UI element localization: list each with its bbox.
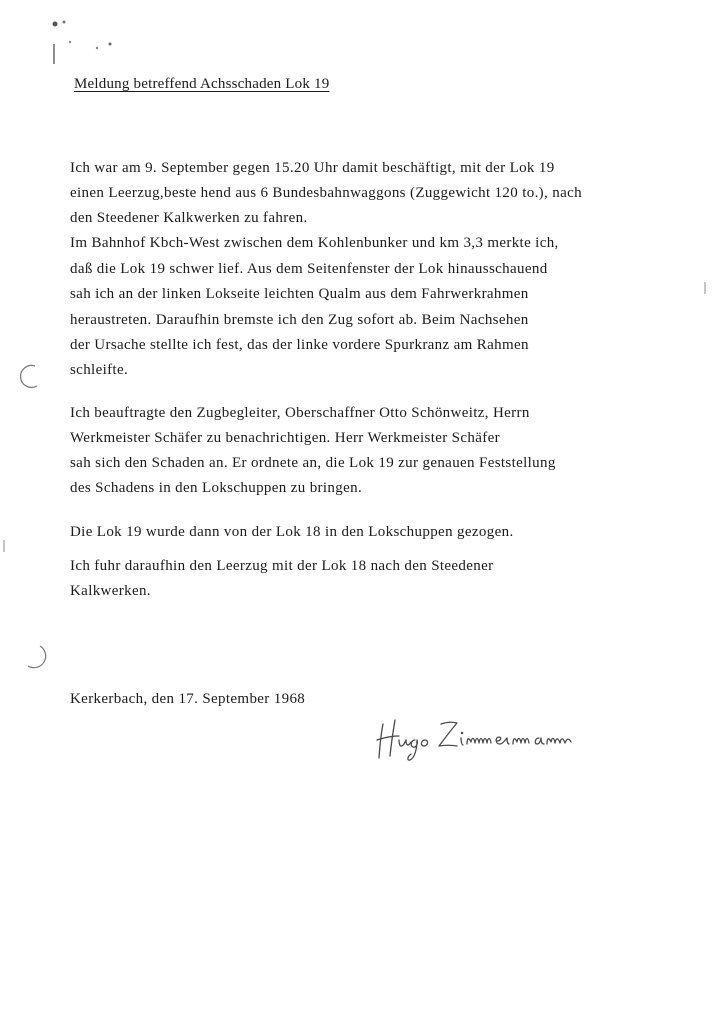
handwritten-signature bbox=[375, 712, 605, 772]
punch-hole-mark-lower bbox=[18, 642, 48, 672]
text-line: Ich beauftragte den Zugbegleiter, Oberschaffner Otto Schönweitz, Herrn bbox=[70, 405, 530, 421]
place-date: Kerkerbach, den 17. September 1968 bbox=[70, 691, 306, 707]
text-line: schleifte. bbox=[70, 362, 129, 378]
text-line: einen Leerzug,beste hend aus 6 Bundesbahnwaggons (Zuggewicht 120 to.), nach bbox=[70, 185, 582, 201]
text-line: den Steedener Kalkwerken zu fahren. bbox=[70, 210, 308, 226]
text-line: Im Bahnhof Kbch-West zwischen dem Kohlenbunker und km 3,3 merkte ich, bbox=[70, 235, 559, 251]
text-line: Ich fuhr daraufhin den Leerzug mit der Lok 18 nach den Steedener bbox=[70, 558, 494, 574]
text-line: sah ich an der linken Lokseite leichten Qualm aus dem Fahrwerkrahmen bbox=[70, 286, 529, 302]
text-line: Werkmeister Schäfer zu benachrichtigen. Herr Werkmeister Schäfer bbox=[70, 430, 500, 446]
margin-tick-right bbox=[700, 280, 710, 300]
document-title: Meldung betreffend Achsschaden Lok 19 bbox=[74, 76, 330, 92]
text-line: sah sich den Schaden an. Er ordnete an, die Lok 19 zur genauen Feststellung bbox=[70, 455, 556, 471]
text-line: heraustreten. Daraufhin bremste ich den Zug sofort ab. Beim Nachsehen bbox=[70, 312, 529, 328]
text-line: der Ursache stellte ich fest, das der linke vordere Spurkranz am Rahmen bbox=[70, 337, 529, 353]
text-line: Ich war am 9. September gegen 15.20 Uhr damit beschäftigt, mit der Lok 19 bbox=[70, 160, 555, 176]
margin-tick-left bbox=[0, 538, 8, 558]
text-line: Die Lok 19 wurde dann von der Lok 18 in den Lokschuppen gezogen. bbox=[70, 524, 514, 540]
text-line: daß die Lok 19 schwer lief. Aus dem Seitenfenster der Lok hinausschauend bbox=[70, 261, 548, 277]
punch-hole-mark-upper bbox=[15, 362, 45, 392]
text-line: Kalkwerken. bbox=[70, 583, 151, 599]
text-line: des Schadens in den Lokschuppen zu bringen. bbox=[70, 480, 363, 496]
scan-smudge-top-left bbox=[40, 14, 120, 74]
